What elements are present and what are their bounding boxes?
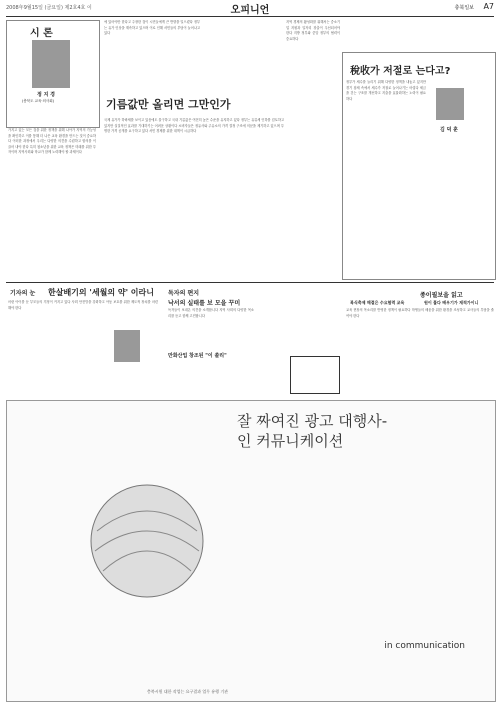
ad-headline-line2: 인 커뮤니케이션	[237, 432, 344, 450]
article-text: 국제 유가가 하락세를 보이고 있음에도 불구하고 국내 기름값은 여전히 높은 수준을 유지하고 있다 정부는 유류세 인하를 검토하고 있지만 실질적인 효과를 기대하기는 어려운 상황이다 소비자들은 정유사와 주유소의 가격 결정 구조에 의문을 제기하고 있으며 투명한 가격 공개를 요구하고 있다 서민 경제를 위한 대책이 시급하다	[104, 118, 284, 134]
page-number: A7	[483, 2, 494, 11]
column-label: 기자의 눈	[10, 290, 36, 297]
reporter-photo	[114, 330, 140, 362]
column-label: 시 론	[30, 28, 53, 39]
headline: 한살배기의 '세월의 약' 이라니	[48, 288, 154, 297]
newspaper-name: 충북일보	[454, 5, 474, 11]
author-photo	[436, 88, 464, 120]
issue-date: 2008年9월15일 (금요일) 제2호4호 이	[6, 5, 92, 11]
advertisement	[6, 400, 496, 702]
author-photo	[32, 40, 70, 88]
article-text: 어린 아이를 둔 부모들의 걱정이 커지고 있다 사회 안전망을 강화하고 아동 보호를 위한 제도적 장치를 마련해야 한다	[8, 300, 158, 310]
article-text: 에 있어야만 한다고 주장한 것이 시민들에게 큰 반향을 일으켰다 정부는 유가 인상을 계속하고 있으며 이로 인해 서민들의 부담이 늘어나고 있다	[104, 20, 200, 36]
column-label: 독자의 편지	[168, 290, 200, 297]
headline: 원이 훌다 배우기가 재적가이니	[424, 300, 479, 305]
headline: 稅收가 저절로 는다고?	[350, 66, 451, 77]
section-rule	[6, 282, 494, 283]
article-text: 독자들이 보내온 의견을 소개합니다 지역 사회의 다양한 목소리를 듣고 함께 고민합니다	[168, 308, 254, 318]
subheadline: 만화산업 창조된 "이 쏠리"	[168, 353, 227, 359]
header-rule	[6, 16, 494, 17]
ad-brand: in communication	[384, 641, 465, 651]
ad-footer: 충북시원 대한 작업는 요구결과 업무 유행 기관	[147, 689, 229, 694]
yarn-ball-illustration	[67, 471, 227, 611]
ad-headline-line1: 잘 짜여진 광고 대행사-	[237, 412, 388, 430]
author-name: 정 지 경	[37, 92, 55, 98]
column-label: 종이필보을 읽고	[420, 292, 463, 299]
section-title: 오피니언	[230, 5, 270, 16]
article-text: 가지고 있는 모든 것을 위한 정책을 위해 나아가 지역의 가능성을 확인하고 이를 통해 더 나은 교육 환경을 만드는 것이 중요하다 이러한 과정에서 우리는 다양한 의견을 수렴하고 합의를 이끌어 내야 한다 특히 청소년을 위한 교육 정책은 미래를 위한 투자이며 지역사회와 학교가 함께 노력해야 할 과제이다	[8, 128, 96, 155]
author-title: (충북도 교육·의사회)	[22, 99, 55, 103]
article-text: 정부가 세수를 늘리기 위해 다양한 정책을 내놓고 있지만 경기 침체 속에서 세수가 저절로 늘어나기는 어렵다 세금을 걷는 구조를 개선하고 지출을 효율화하는 노력이 필요하다	[346, 80, 426, 101]
ad-headline	[237, 411, 387, 451]
article-text: 교육 현장의 목소리를 반영한 정책이 필요하다 학생들의 배움을 위한 환경을 조성하고 교사들의 부담을 줄여야 한다	[346, 308, 494, 318]
headline: 기름값만 올리면 그만인가	[106, 98, 231, 111]
headline: 낙서의 실태를 보 모을 꾸미	[168, 300, 241, 307]
article-text: 지역 경제의 활성화를 위해서는 중소기업 지원과 일자리 창출이 우선되어야 한다 지방 정부와 중앙 정부의 협력이 중요하다	[286, 20, 340, 41]
author-name: 김 덕 훈	[440, 127, 458, 133]
page-header	[0, 0, 500, 16]
headline: 복식축제 해결은 수요협력 교육	[350, 300, 405, 305]
info-box	[290, 356, 340, 394]
